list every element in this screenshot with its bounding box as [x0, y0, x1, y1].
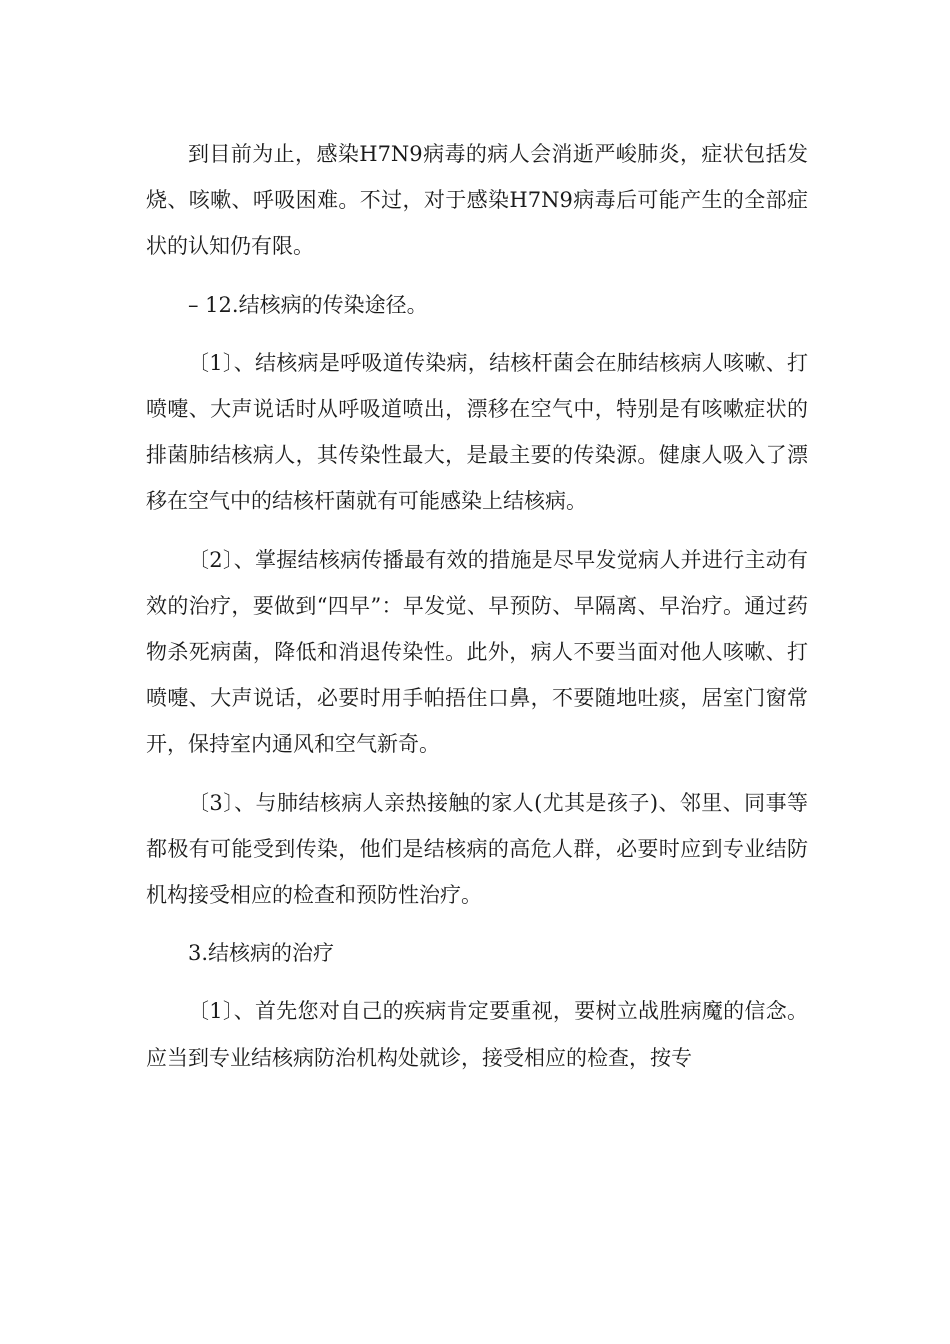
paragraph-treatment-1: 〔1〕、首先您对自己的疾病肯定要重视，要树立战胜病魔的信念。应当到专业结核病防治机构处就诊，接受相应的检查，按专 [146, 999, 808, 1070]
paragraph-transmission-2: 〔2〕、掌握结核病传播最有效的措施是尽早发觉病人并进行主动有效的治疗，要做到“四早”：早发觉、早预防、早隔离、早治疗。通过药物杀死病菌，降低和消退传染性。此外，病人不要当面对他人咳嗽、打喷嚏、大声说话，必要时用手帕捂住口鼻，不要随地吐痰，居室门窗常开，保持室内通风和空气新奇。 [146, 547, 808, 757]
section-heading-treatment: 3.结核病的治疗 [188, 941, 335, 966]
paragraph-transmission-3: 〔3〕、与肺结核病人亲热接触的家人(尤其是孩子)、邻里、同事等都极有可能受到传染，他们是结核病的高危人群，必要时应到专业结防机构接受相应的检查和预防性治疗。 [146, 790, 808, 908]
document-page [146, 131, 808, 1093]
paragraph-h7n9-symptoms: 到目前为止，感染H7N9病毒的病人会消逝严峻肺炎，症状包括发烧、咳嗽、呼吸困难。不过，对于感染H7N9病毒后可能产生的全部症状的认知仍有限。 [146, 142, 808, 259]
paragraph-transmission-1: 〔1〕、结核病是呼吸道传染病，结核杆菌会在肺结核病人咳嗽、打喷嚏、大声说话时从呼吸道喷出，漂移在空气中，特别是有咳嗽症状的排菌肺结核病人，其传染性最大，是最主要的传染源。健康人吸入了漂移在空气中的结核杆菌就有可能感染上结核病。 [146, 350, 808, 514]
section-heading-transmission: – 12.结核病的传染途径。 [188, 292, 428, 317]
